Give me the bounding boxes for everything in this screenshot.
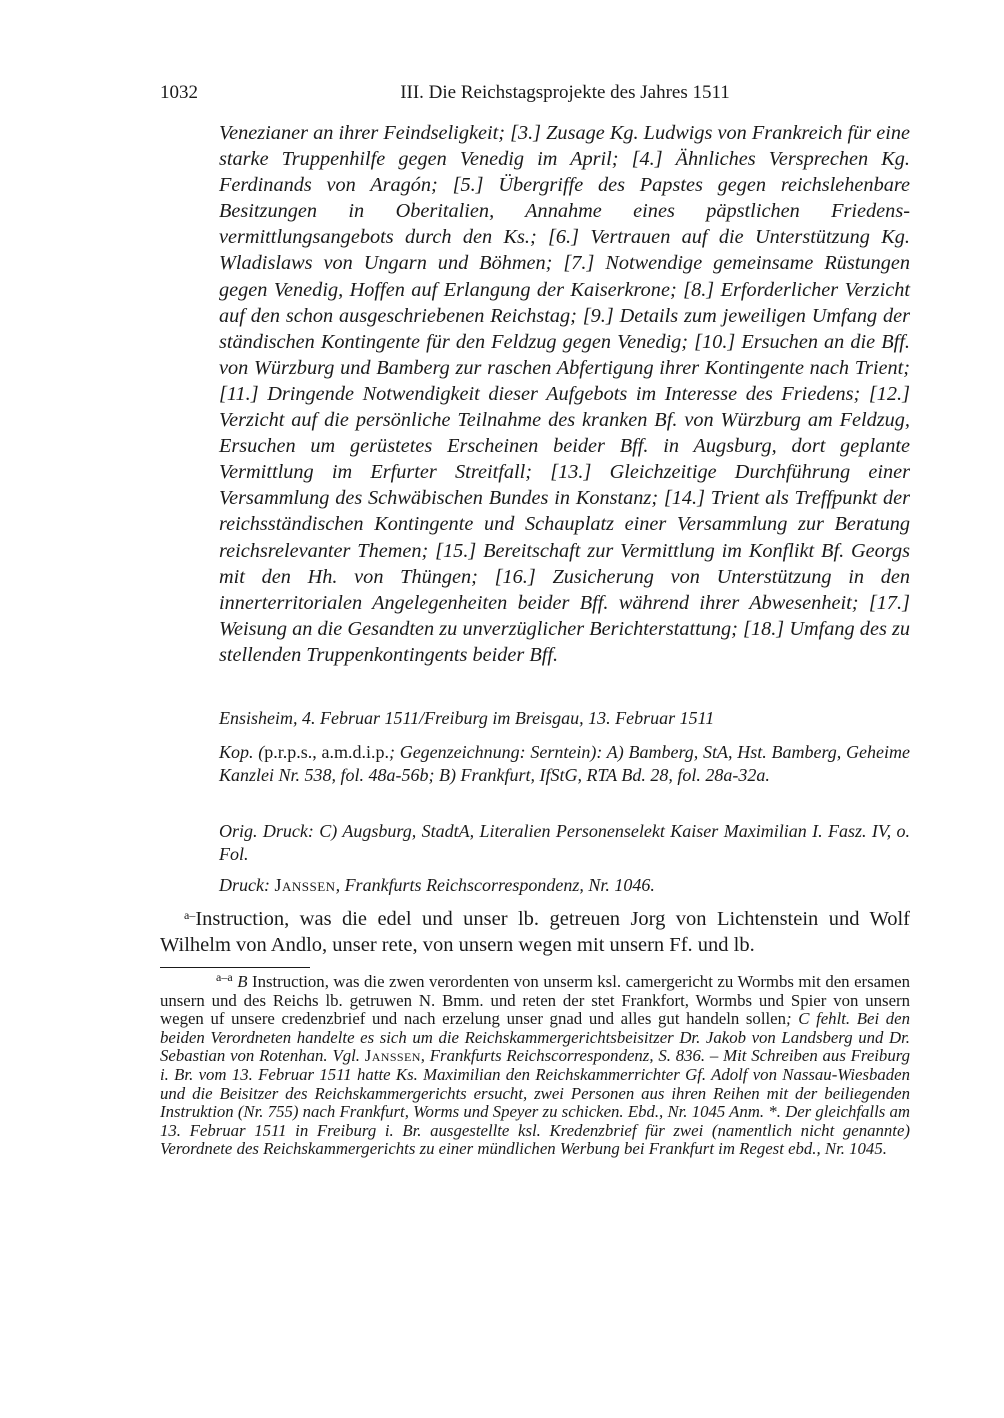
kop-sources: ; Gegenzeichnung: Serntein): A) Bamberg, StA, Hst. Bamberg, Geheime Kanzlei Nr. 538, fol. 48a-56b; B) Frankfurt, IfStG, RTA Bd. 28, fol. 28a-32a. [219,742,911,785]
page-number: 1032 [160,82,198,103]
print-reference [219,874,910,897]
instruction-body: Instruction, was die edel und unser lb. getreuen Jorg von Lichtenstein und Wolf Wilhelm von Andlo, unser rete, von unsern wegen mit unsern Ff. und lb. [160,908,910,956]
footnote-commentary-2: , Frankfurts Reichscorrespondenz, S. 836. – Mit Schreiben aus Freiburg i. Br. vom 13. Februar 1511 hatte Ks. Maximilian den Reichskammerrichter Gf. Adolf von Nassau-Wiesbaden und die Beisitzer des Reichskammergerichts ersucht, zwei Personen aus ihren Reihen mit der beiliegenden Instruktion (Nr. 755) nach Frankfurt, Worms und Speyer zu schicken. Ebd., Nr. 1045 Anm. *. Der gleichfalls am 13. Februar 1511 in Freiburg i. Br. ausgestellte ksl. Kredenzbrief für zwei (namentlich nicht genannte) Verordnete des Reichskammergerichts zu einer mündlichen Werbung bei Frankfurt im Regest ebd., Nr. 1045. [160,1046,911,1159]
apparatus-mark: a– [184,908,196,922]
running-title: III. Die Reichstagsprojekte des Jahres 1511 [400,82,730,103]
footnote-author: Janssen [364,1046,421,1066]
kop-prefix: Kop. ( [219,742,265,762]
original-print-source: Orig. Druck: C) Augsburg, StadtA, Literalien Personenselekt Kaiser Maximilian I. Fasz. IV, o. Fol. [219,821,910,864]
druck-author: Janssen [274,875,336,895]
copy-sources [219,741,910,786]
druck-title: , Frankfurts Reichscorrespondenz, Nr. 1046. [335,875,655,895]
date-place-line: Ensisheim, 4. Februar 1511/Freiburg im Breisgau, 13. Februar 1511 [219,708,715,728]
footnote-siglum: B [237,972,248,991]
kop-formula: p.r.p.s., a.m.d.i.p. [264,742,389,762]
footnote-divider [160,967,310,968]
regest-summary: Venezianer an ihrer Feindseligkeit; [3.] Zusage Kg. Ludwigs von Frankreich für eine starke Truppenhilfe gegen Venedig im April; [4.] Ähnliches Versprechen Kg. Ferdinands von Aragón; [5.] Übergriffe des Papstes gegen reichslehenbare Besitzungen in Oberitalien, Annahme eines päpstlichen Friedensvermittlungsangebots durch den Ks.; [6.] Vertrauen auf die Unterstützung Kg. Wladislaws von Ungarn und Böhmen; [7.] Notwendige gemeinsame Rüstungen gegen Venedig, Hoffen auf Erlangung der Kaiserkrone; [8.] Erforderlicher Verzicht auf den schon ausgeschriebenen Reichstag; [9.] Details zum jeweiligen Umfang der ständischen Kontingente für den Feldzug gegen Venedig; [10.] Ersuchen an die Bff. von Würzburg und Bamberg zur raschen Abfertigung ihrer Kontingente nach Trient; [11.] Dringende Notwendigkeit dieser Aufgebots im Interesse des Friedens; [12.] Verzicht auf die persönliche Teilnahme des kranken Bf. von Würzburg am Feldzug, Ersuchen um gerüstetes Erscheinen beider Bff. in Augsburg, dort geplante Vermittlung im Erfurter Streitfall; [13.] Gleichzeitige Durchführung einer Versammlung des Schwäbischen Bundes in Konstanz; [14.] Trient als Treffpunkt der reichsständischen Kontingente und Schauplatz einer Versammlung zur Beratung reichsrelevanter Themen; [15.] Bereitschaft zur Vermittlung im Konflikt Bf. Georgs mit den Hh. von Thüngen; [16.] Zusicherung von Unterstützung in den innerterritorialen Angelegenheiten beider Bff. während ihrer Abwesenheit; [17.] Weisung an die Gesandten zu unverzüglicher Berichterstattung; [18.] Umfang des zu stellenden Truppenkontingents beider Bff. [219,122,910,666]
page-header [160,80,910,106]
instruction-text [160,906,910,958]
footnote-variant-text: Instruction, was die zwen verordenten von unserm ksl. camergericht zu Wormbs mit den ersamen unsern und des Reichs lb. getruwen N. Bmm. und reten der stet Frankfort, Wormbs und Spier von unsern wegen uf unsere credenzbrief und nach erzelung unser gnad und alles gut handeln sollen [160,972,910,1029]
druck-label: Druck: [219,875,270,895]
footnote-mark: a–a [216,970,233,984]
footnote-commentary-1: ; C fehlt. Bei den beiden Verordneten handelte es sich um die Reichskammergerichtsbeisitzer Dr. Jakob von Landsberg und Dr. Sebastian von Rotenhan. Vgl. [160,1009,910,1066]
footnote-a [160,970,911,1159]
